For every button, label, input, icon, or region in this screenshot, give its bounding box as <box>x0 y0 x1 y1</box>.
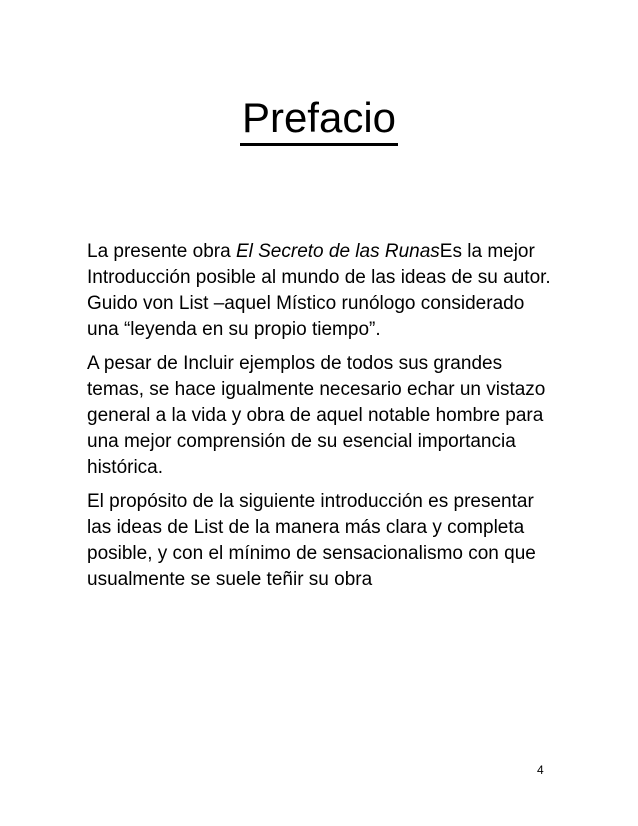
body-text <box>87 239 557 601</box>
paragraph-1-end: Es la mejor Introducción posible al mundo de las ideas de su autor. Guido von List –aquel Místico runólogo considerado una “leyenda en su propio tiempo”. <box>87 241 551 340</box>
paragraph-1 <box>87 239 557 343</box>
page-number: 4 <box>537 763 544 777</box>
page-title <box>0 92 638 146</box>
paragraph-3: El propósito de la siguiente introducción es presentar las ideas de List de la manera más clara y completa posible, y con el mínimo de sensacionalismo con que usualmente se suele teñir su obra <box>87 491 536 590</box>
book-title-italic: El Secreto de las Runas <box>235 241 440 262</box>
paragraph-1-start: La presente obra <box>87 241 236 262</box>
paragraph-2: A pesar de Incluir ejemplos de todos sus grandes temas, se hace igualmente necesario echar un vistazo general a la vida y obra de aquel notable hombre para una mejor comprensión de su esencial importancia histórica. <box>87 353 546 478</box>
page-title-text: Prefacio <box>240 93 398 146</box>
